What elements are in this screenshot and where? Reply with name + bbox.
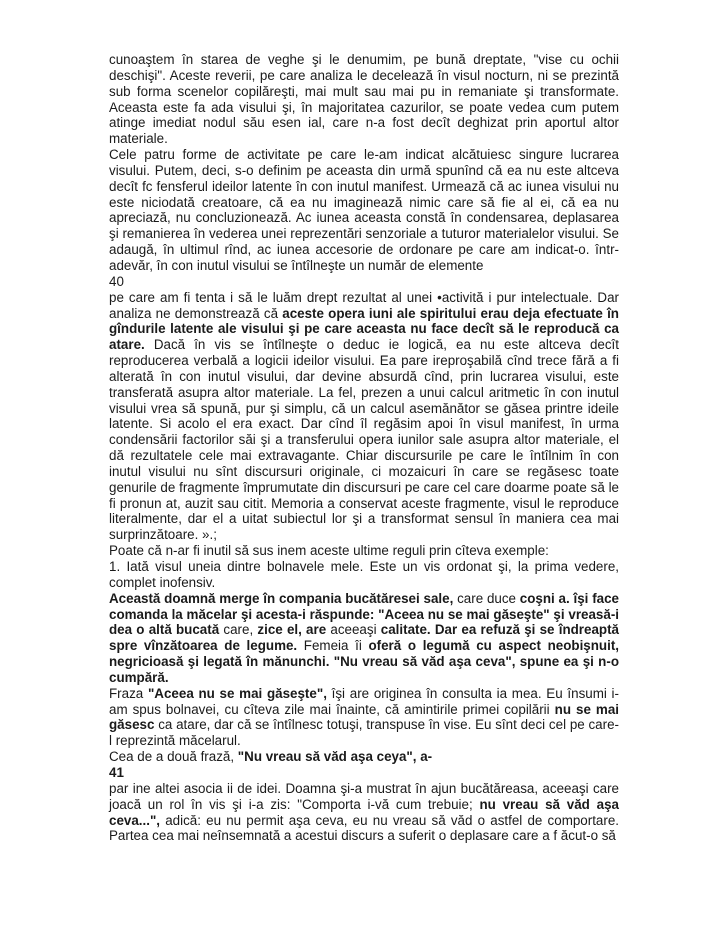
paragraph-8 [109, 749, 619, 765]
bold-span: Această doamnă merge în compania bucătăresei sale, [109, 590, 454, 606]
bold-span: nu vreau să văd aşa ceva...", [109, 796, 619, 828]
text-span: Femeia îi [297, 638, 369, 654]
text-span: ca atare, dar că se întîlnesc totuşi, transpuse în vise. Eu sînt deci cel pe care-l reprezintă măcelarul. [109, 717, 619, 749]
page-number-41: 41 [109, 764, 124, 780]
text-span: care duce [453, 590, 520, 606]
paragraph-5 [109, 559, 619, 591]
bold-span: aceste opera iuni ale spiritului erau deja efectuate în gîndurile latente ale visului şi pe care aceasta nu face decît să le reproducă ca atare. [109, 305, 619, 353]
bold-span: oferă o legumă cu aspect neobişnuit, negricioasă şi legată în mănunchi. "Nu vreau să văd aşa ceva", spune ea şi n-o cumpără. [109, 638, 620, 685]
text-span: Poate că n-ar fi inutil să sus inem aceste ultime reguli prin cîteva exemple: [109, 543, 549, 559]
text-span: aceeaşi [326, 622, 381, 638]
bold-span: calitate. Dar ea refuză şi se îndreaptă spre vînzătoarea de legume. [109, 622, 619, 654]
paragraph-4 [109, 543, 619, 559]
text-span: care, [219, 622, 258, 638]
text-span: 1. Iată visul uneia dintre bolnavele mele. Este un vis ordonat şi, la prima vedere, complet inofensiv. [109, 559, 619, 590]
bold-span: zice el, are [257, 622, 327, 638]
text-span: cunoaştem în starea de veghe şi le denumim, pe bună dreptate, "vise cu ochii deschişi". Aceste reverii, pe care analiza le decelează în visul nocturn, ni se prezintă sub forma scenelor copilăreşti, mai mult sau mai pu in remaniate şi transformate. Aceasta este fa ada visului şi, în majoritatea cazurilor, se poate vedea cum putem atinge imediat nodul său esen ial, care n-a fost decît deghizat prin aportul altor materiale. [109, 52, 619, 147]
page-number-40: 40 [109, 273, 124, 289]
bold-span: "Aceea nu se mai găseşte", [147, 685, 327, 701]
paragraph-dream-account [109, 591, 619, 686]
paragraph-1 [109, 52, 619, 147]
bold-span: coşni a. îşi face comanda la măcelar şi acesta-i răspunde: "Aceea nu se mai găseşte" şi vreasă-i dea o altă bucată [109, 590, 619, 638]
text-span: Dacă în vis se întîlneşte o deduc ie logică, ea nu este altceva decît reproducerea verbală a logicii ideilor visului. Ea pare ireproşabilă cînd trece fără a fi alterată în con inutul visului, dar devine absurdă cînd, prin lucrarea visului, este transferată asupra altor materiale. La fel, prezen a unui calcul aritmetic în con inutul visului vrea să spună, pur şi simplu, că un calcul asemănător se găsea printre ideile latente. Si acolo el era exact. Dar cînd îl regăsim apoi în visul manifest, în urma condensării factorilor săi şi a transferului opera iunilor sale asupra altor materiale, el dă rezultatele cele mai extravagante. Chiar discursurile pe care le întîlnim în con inutul visului nu sînt discursuri originale, ci mozaicuri în care se regăsesc toate genurile de fragmente împrumutate din discursuri pe care cel care doarme poate să le fi pronun at, auzit sau citit. Memoria a conservat aceste fragmente, visul le reproduce literalmente, dar el a uitat subiectul lor şi a transformat sensul în maniera cea mai surprinzătoare. ».; [109, 337, 619, 543]
bold-span: nu se mai găsesc [109, 701, 619, 733]
document-page [109, 52, 619, 844]
paragraph-9 [109, 781, 619, 844]
paragraph-2 [109, 147, 619, 274]
text-span: par ine altei asocia ii de idei. Doamna şi-a mustrat în ajun bucătăreasa, aceeaşi care joacă un rol în vis şi i-a zis: "Comporta i-vă cum trebuie; [109, 780, 619, 812]
text-span: Fraza [109, 685, 148, 701]
bold-span: "Nu vreau să văd aşa ceya", a- [237, 749, 433, 765]
text-span: adică: eu nu permit aşa ceva, eu nu vreau să văd o astfel de comportare. Partea cea mai neînsemnată a acestui discurs a suferit o deplasare care a f ăcut-o să [109, 812, 619, 844]
text-span: îşi are originea în consulta ia mea. Eu însumi i-am spus bolnavei, cu cîteva zile mai înainte, că amintirile primei copilării [109, 685, 619, 717]
paragraph-3 [109, 290, 619, 544]
text-span: Cea de a două frază, [109, 749, 238, 765]
text-span: pe care am fi tenta i să le luăm drept rezultat al unei •activită i pur intelectuale. Dar analiza ne demonstrează că [109, 289, 619, 321]
paragraph-7 [109, 686, 619, 749]
text-span: Cele patru forme de activitate pe care le-am indicat alcătuiesc singure lucrarea visului. Putem, deci, s-o definim pe aceasta din urmă spunînd că ea nu este altceva decît fc fensferul ideilor latente în con inutul manifest. Urmează că ac iunea visului nu este niciodată creatoare, că ea nu imaginează nimic care să fie al ei, că ea nu apreciază, nu concluzionează. Ac iunea aceasta constă în condensarea, deplasarea şi remanierea în vederea unei reprezentări senzoriale a tuturor materialelor visului. Se adaugă, în ultimul rînd, ac iunea accesorie de ordonare pe care am indicat-o. într-adevăr, în con inutul visului se întîlneşte un număr de elemente [109, 147, 619, 273]
